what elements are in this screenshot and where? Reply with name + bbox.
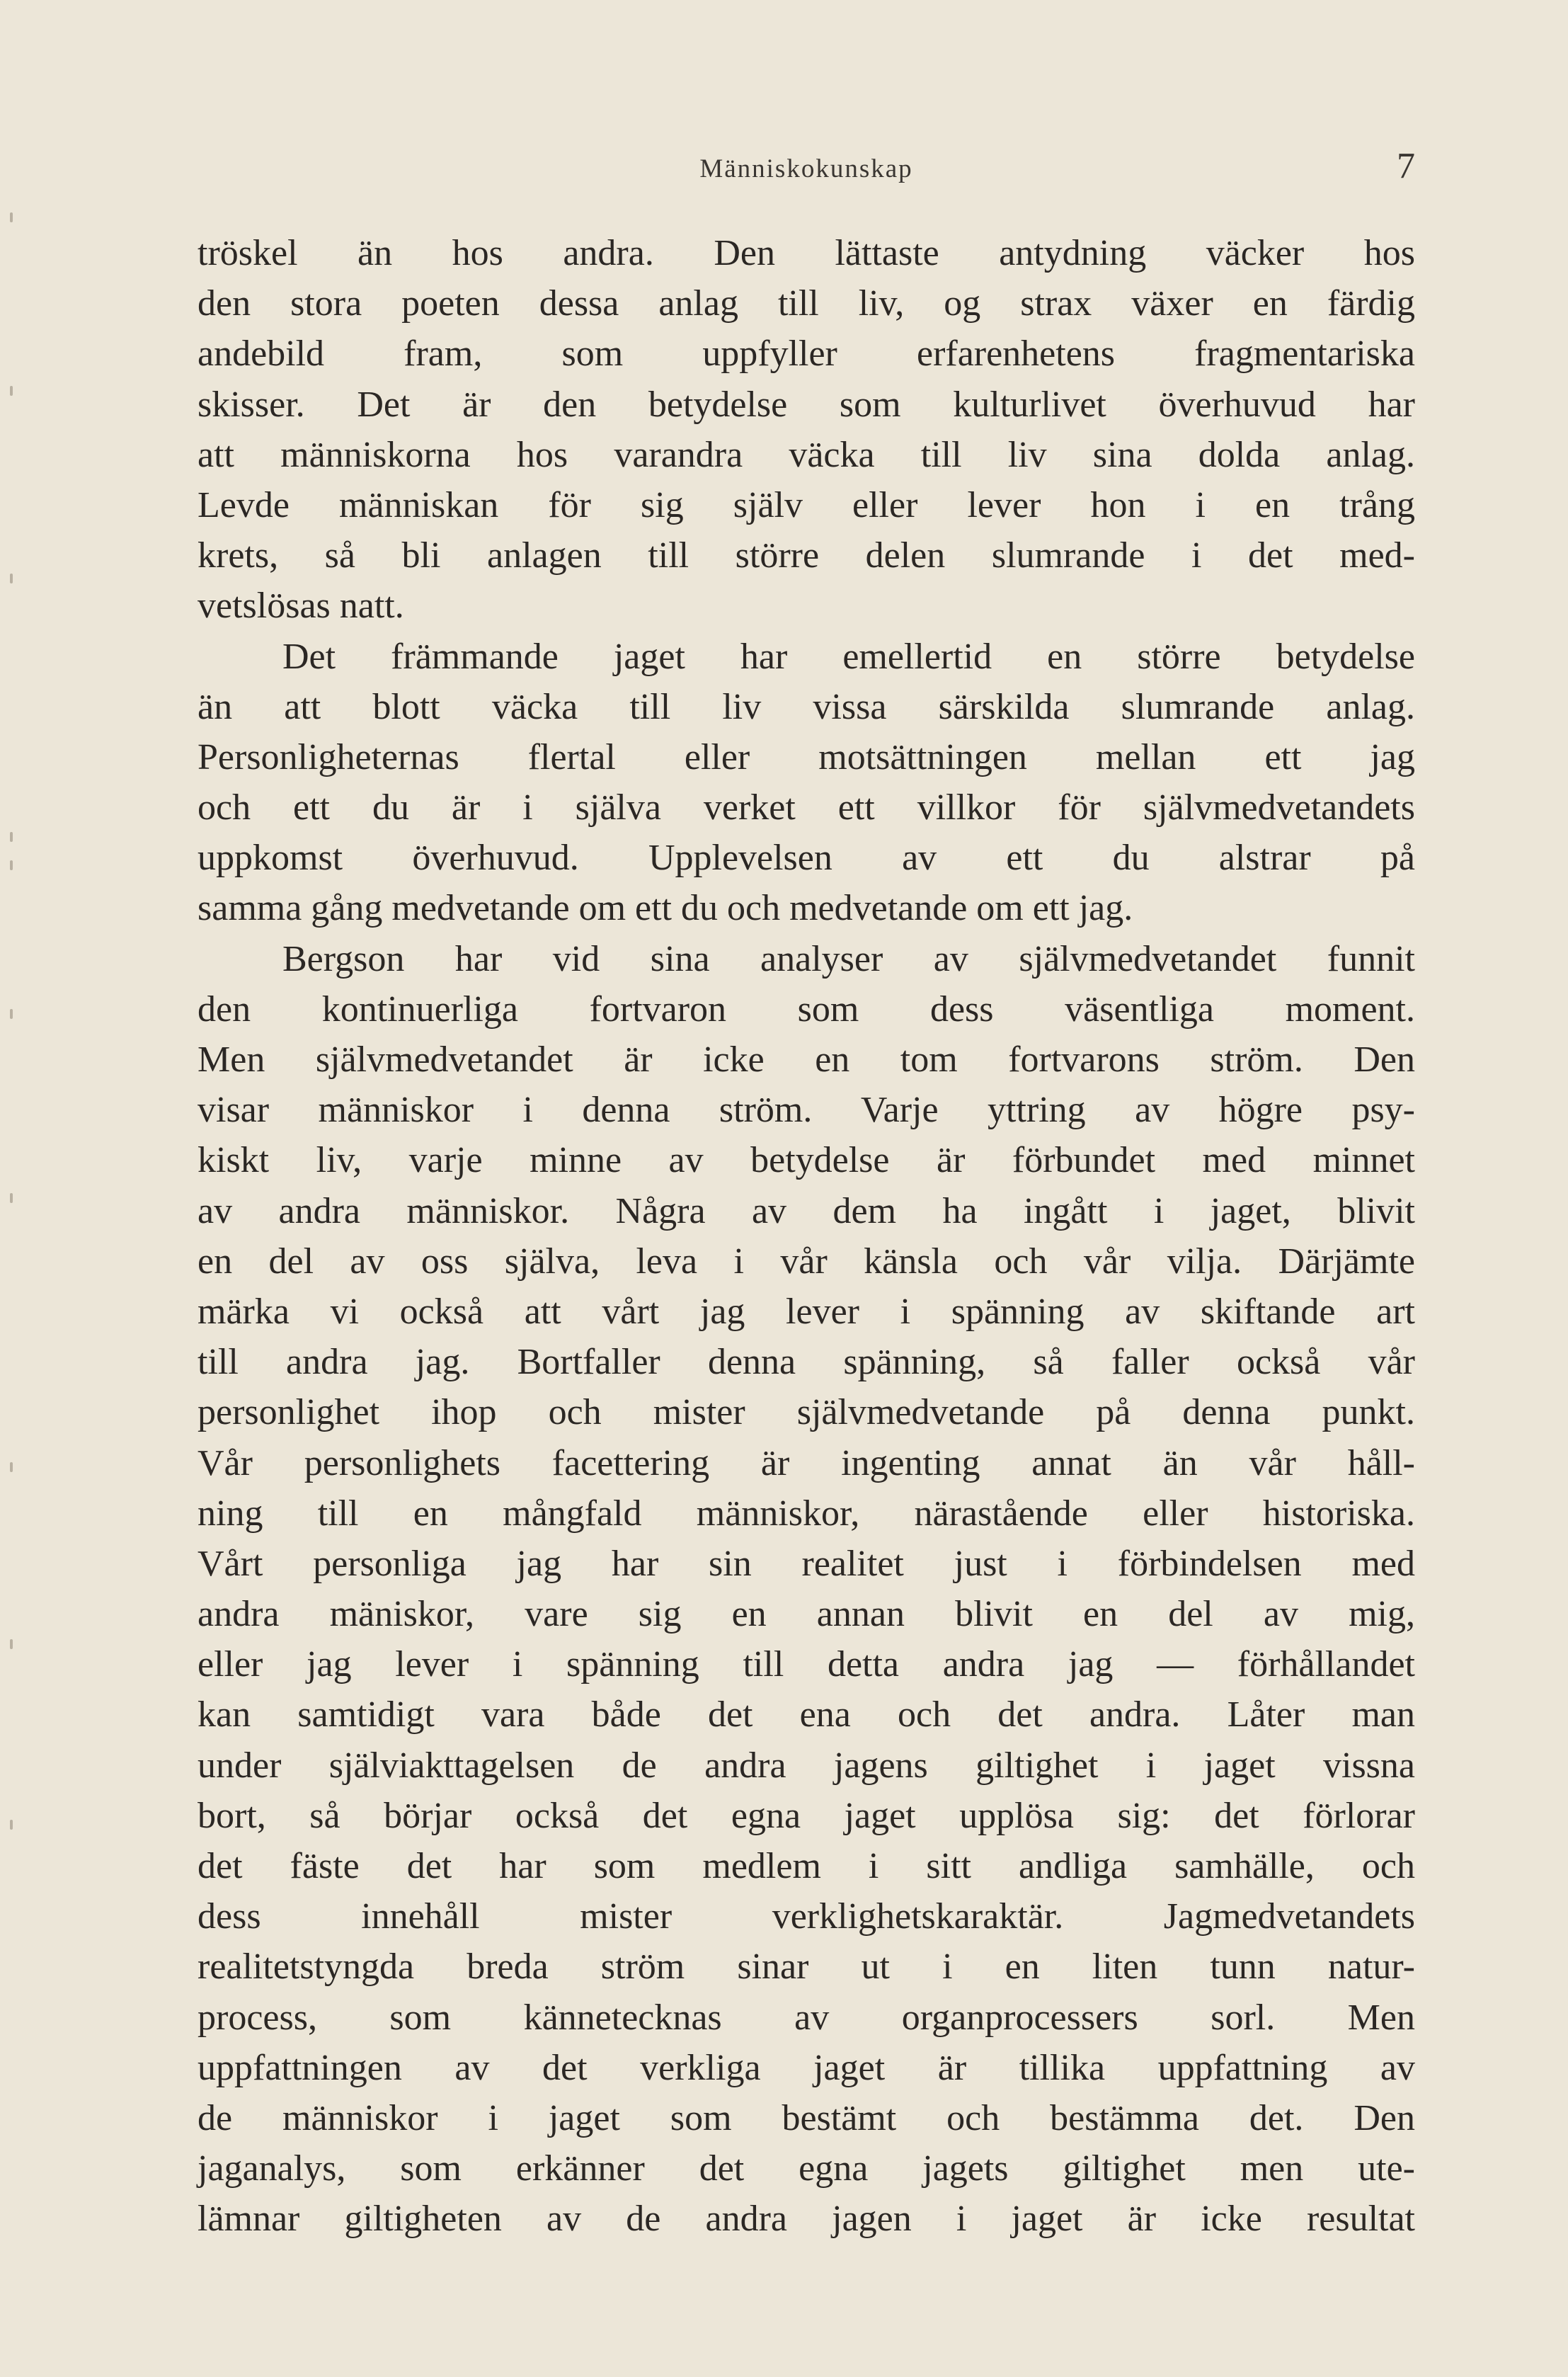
text-line: Vår personlighets facettering är ingenting annat än vår håll- <box>198 1442 1415 1483</box>
body-text <box>198 228 1415 2245</box>
text-line: realitetstyngda breda ström sinar ut i en liten tunn natur- <box>198 1946 1415 1988</box>
margin-mark <box>10 386 13 396</box>
margin-mark <box>10 1639 13 1649</box>
text-line: och ett du är i själva verket ett villkor för självmedvetandets <box>198 787 1415 828</box>
running-header <box>198 145 1415 188</box>
text-line: uppfattningen av det verkliga jaget är tillika uppfattning av <box>198 2047 1415 2088</box>
margin-mark <box>10 1193 13 1203</box>
text-line: visar människor i denna ström. Varje yttring av högre psy- <box>198 1090 1415 1131</box>
text-line: kan samtidigt vara både det ena och det andra. Låter man <box>198 1694 1415 1735</box>
text-line: Levde människan för sig själv eller lever hon i en trång <box>198 484 1415 525</box>
text-line: skisser. Det är den betydelse som kulturlivet överhuvud har <box>198 384 1415 425</box>
margin-mark <box>10 860 13 870</box>
text-line: samma gång medvetande om ett du och medvetande om ett jag. <box>198 888 1133 929</box>
text-line: de människor i jaget som bestämt och bestämma det. Den <box>198 2097 1415 2138</box>
text-line: tröskel än hos andra. Den lättaste antydning väcker hos <box>198 233 1415 273</box>
text-line: krets, så bli anlagen till större delen slumrande i det med- <box>198 535 1415 576</box>
text-line: det fäste det har som medlem i sitt andliga samhälle, och <box>198 1846 1415 1886</box>
running-title: Människokunskap <box>699 154 913 183</box>
text-line: till andra jag. Bortfaller denna spänning, så faller också vår <box>198 1342 1415 1383</box>
margin-mark <box>10 574 13 583</box>
text-line: uppkomst överhuvud. Upplevelsen av ett du alstrar på <box>198 838 1415 879</box>
text-line: Det främmande jaget har emellertid en större betydelse <box>282 636 1415 677</box>
text-line: lämnar giltigheten av de andra jagen i jaget är icke resultat <box>198 2199 1415 2240</box>
text-line: av andra människor. Några av dem ha ingått i jaget, blivit <box>198 1190 1415 1231</box>
text-line: under själviakttagelsen de andra jagens giltighet i jaget vissna <box>198 1745 1415 1786</box>
margin-mark <box>10 212 13 222</box>
text-line: den stora poeten dessa anlag till liv, og strax växer en färdig <box>198 283 1415 324</box>
margin-mark <box>10 1820 13 1830</box>
text-line: vetslösas natt. <box>198 586 404 627</box>
margin-mark <box>10 832 13 842</box>
text-line: andra mäniskor, vare sig en annan blivit en del av mig, <box>198 1594 1415 1635</box>
text-line: jaganalys, som erkänner det egna jagets giltighet men ute- <box>198 2148 1415 2189</box>
text-line: en del av oss själva, leva i vår känsla och vår vilja. Därjämte <box>198 1241 1415 1282</box>
margin-mark <box>10 1009 13 1019</box>
text-line: personlighet ihop och mister självmedvetande på denna punkt. <box>198 1392 1415 1433</box>
text-line: bort, så börjar också det egna jaget upplösa sig: det förlorar <box>198 1795 1415 1836</box>
margin-mark <box>10 1462 13 1472</box>
text-line: eller jag lever i spänning till detta andra jag — förhållandet <box>198 1644 1415 1685</box>
text-line: Vårt personliga jag har sin realitet just i förbindelsen med <box>198 1543 1415 1584</box>
text-line: Personligheternas flertal eller motsättningen mellan ett jag <box>198 736 1415 777</box>
text-line: än att blott väcka till liv vissa särskilda slumrande anlag. <box>198 686 1415 727</box>
text-line: dess innehåll mister verklighetskaraktär. Jagmedvetandets <box>198 1896 1415 1937</box>
text-line: kiskt liv, varje minne av betydelse är förbundet med minnet <box>198 1140 1415 1181</box>
text-line: Bergson har vid sina analyser av självmedvetandet funnit <box>282 938 1415 979</box>
text-line: process, som kännetecknas av organprocessers sorl. Men <box>198 1997 1415 2038</box>
text-line: den kontinuerliga fortvaron som dess väsentliga moment. <box>198 988 1415 1030</box>
text-line: Men självmedvetandet är icke en tom fortvarons ström. Den <box>198 1039 1415 1080</box>
page-number: 7 <box>1397 146 1415 186</box>
text-line: ning till en mångfald människor, närastående eller historiska. <box>198 1493 1415 1534</box>
text-line: att människorna hos varandra väcka till liv sina dolda anlag. <box>198 434 1415 475</box>
text-line: märka vi också att vårt jag lever i spänning av skiftande art <box>198 1291 1415 1332</box>
text-line: andebild fram, som uppfyller erfarenhetens fragmentariska <box>198 334 1415 375</box>
left-margin-marks <box>0 0 28 2377</box>
